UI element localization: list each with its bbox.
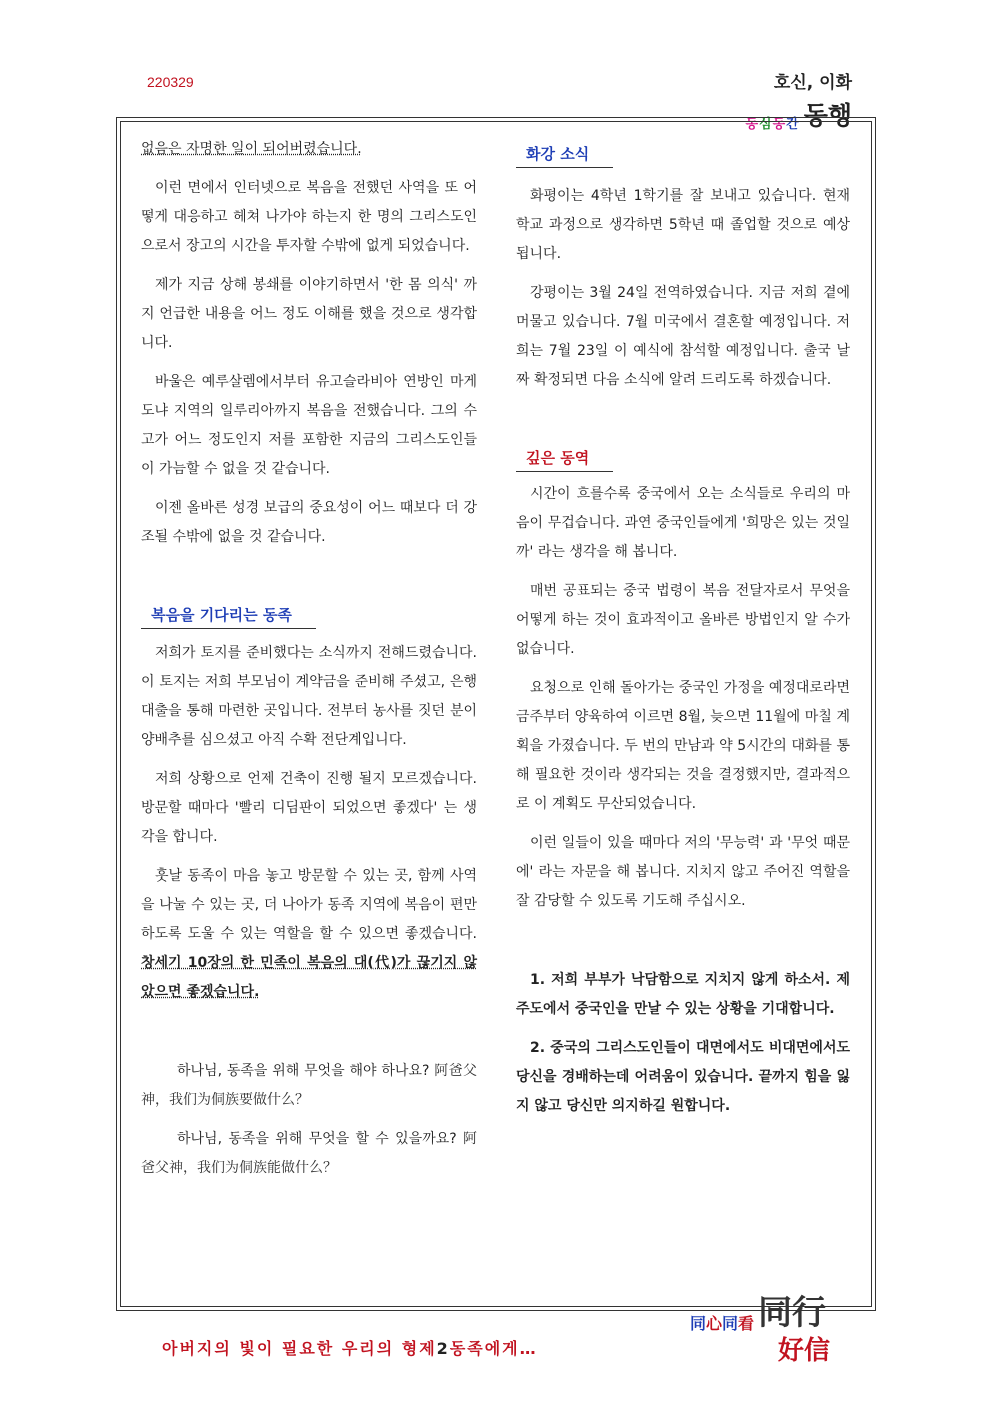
paragraph: 없음은 자명한 일이 되어버렸습니다. <box>141 141 362 157</box>
question-korean: 하나님, 동족을 위해 무엇을 할 수 있을까요? <box>177 1131 463 1147</box>
footer-logo <box>690 1285 826 1334</box>
paragraph: 화평이는 4학년 1학기를 잘 보내고 있습니다. 현재 학교 과정으로 생각하면 5학년 때 졸업할 것으로 예상됩니다. <box>516 188 850 262</box>
paragraph: 이런 일들이 있을 때마다 저의 '무능력' 과 '무엇 때문에' 라는 자문을 해 봅니다. 지치지 않고 주어진 역할을 잘 감당할 수 있도록 기도해 주십시오. <box>516 835 850 909</box>
logo-char: 동 <box>745 117 758 132</box>
logo-char: 동 <box>772 117 786 132</box>
paragraph: 바울은 예루살렘에서부터 유고슬라비아 연방인 마게도냐 지역의 일루리아까지 복음을 전했습니다. 그의 수고가 어느 정도인지 저를 포함한 지금의 그리스도인들이 가늠할 수 없을 것 같습니다. <box>141 374 477 477</box>
question-chinese: 阿爸父神，我们为侗族能做什么？ <box>141 1131 477 1176</box>
logo-char: 간 <box>786 117 799 132</box>
paragraph: 제가 지금 상해 봉쇄를 이야기하면서 '한 몸 의식' 까지 언급한 내용을 어느 정도 이해를 했을 것으로 생각합니다. <box>141 277 477 351</box>
logo-char: 看 <box>738 1314 755 1333</box>
paragraph: 요청으로 인해 돌아가는 중국인 가정을 예정대로라면 금주부터 양육하여 이르면 8월, 늦으면 11월에 마칠 계획을 가졌습니다. 두 번의 만남과 약 5시간의 대화를 통해 필요한 것이라 생각되는 것을 결정했지만, 결과적으로 이 계획도 무산되었습니다. <box>516 680 850 812</box>
footer-text: 동족에게… <box>449 1339 538 1358</box>
left-column <box>141 135 477 1193</box>
paragraph: 시간이 흐를수록 중국에서 오는 소식들로 우리의 마음이 무겁습니다. 과연 중국인들에게 '희망은 있는 것일까' 라는 생각을 해 봅니다. <box>516 486 850 560</box>
prayer-question <box>141 1057 477 1115</box>
author-names: 호신, 이화 <box>773 73 852 93</box>
question-chinese: 阿爸父神，我们为侗族要做什么？ <box>141 1063 478 1108</box>
logo-word: 同行 <box>758 1293 827 1333</box>
right-column <box>516 135 850 1131</box>
issue-date: 220329 <box>147 74 194 90</box>
section-heading-deep-partnership: 깊은 동역 <box>516 445 613 472</box>
section-heading-family-news: 화강 소식 <box>516 141 613 168</box>
paragraph: 이런 면에서 인터넷으로 복음을 전했던 사역을 또 어떻게 대응하고 헤쳐 나가야 하는지 한 명의 그리스도인으로서 장고의 시간을 투자할 수밖에 없게 되었습니다. <box>141 180 477 254</box>
paragraph-text: 훗날 동족이 마음 놓고 방문할 수 있는 곳, 함께 사역을 나눌 수 있는 곳, 더 나아가 동족 지역에 복음이 편만하도록 도울 수 있는 역할을 할 수 있으면 좋겠습니다. <box>141 868 477 942</box>
paragraph: 저희가 토지를 준비했다는 소식까지 전해드렸습니다. 이 토지는 저희 부모님이 계약금을 준비해 주셨고, 은행 대출을 통해 마련한 곳입니다. 전부터 농사를 짓던 분이 양배추를 심으셨고 아직 수확 전단계입니다. <box>141 645 477 748</box>
paragraph: 저희 상황으로 언제 건축이 진행 될지 모르겠습니다. 방문할 때마다 '빨리 디딤판이 되었으면 좋겠다' 는 생각을 합니다. <box>141 771 477 845</box>
question-korean: 하나님, 동족을 위해 무엇을 해야 하나요? <box>177 1063 435 1079</box>
logo-word: 동행 <box>803 101 852 130</box>
logo-char: 心 <box>706 1314 723 1333</box>
footer-text: 아버지의 빛이 필요한 우리의 형제 <box>162 1339 437 1358</box>
prayer-question <box>141 1125 477 1183</box>
paragraph: 강평이는 3월 24일 전역하였습니다. 지금 저희 곁에 머물고 있습니다. 7월 미국에서 결혼할 예정입니다. 저희는 7월 23일 이 예식에 참석할 예정입니다. 출국 날짜 확정되면 다음 소식에 알려 드리도록 하겠습니다. <box>516 285 850 388</box>
logo-char: 同 <box>722 1314 739 1333</box>
prayer-item: 2. 중국의 그리스도인들이 대면에서도 비대면에서도 당신을 경배하는데 어려움이 있습니다. 끝까지 힘을 잃지 않고 당신만 의지하길 원합니다. <box>516 1040 850 1114</box>
section-heading-gospel: 복음을 기다리는 동족 <box>141 602 316 629</box>
footer-slogan <box>162 1336 538 1359</box>
emphasis-text: 창세기 10장의 한 민족이 복음의 대(代)가 끊기지 않았으면 좋겠습니다. <box>141 955 477 1000</box>
paragraph: 매번 공표되는 중국 법령이 복음 전달자로서 무엇을 어떻게 하는 것이 효과적이고 올바른 방법인지 알 수가 없습니다. <box>516 583 850 657</box>
prayer-requests <box>516 966 850 1121</box>
footer-logo-sub: 好信 <box>778 1336 831 1366</box>
logo-char: 심 <box>759 117 772 132</box>
paragraph: 이젠 올바른 성경 보급의 중요성이 어느 때보다 더 강조될 수밖에 없을 것 같습니다. <box>141 500 477 545</box>
paragraph <box>141 862 477 1007</box>
logo-char: 同 <box>690 1314 707 1333</box>
prayer-item: 1. 저희 부부가 낙담함으로 지치지 않게 하소서. 제주도에서 중국인을 만날 수 있는 상황을 기대합니다. <box>516 972 850 1017</box>
page-number: 2 <box>436 1339 450 1358</box>
